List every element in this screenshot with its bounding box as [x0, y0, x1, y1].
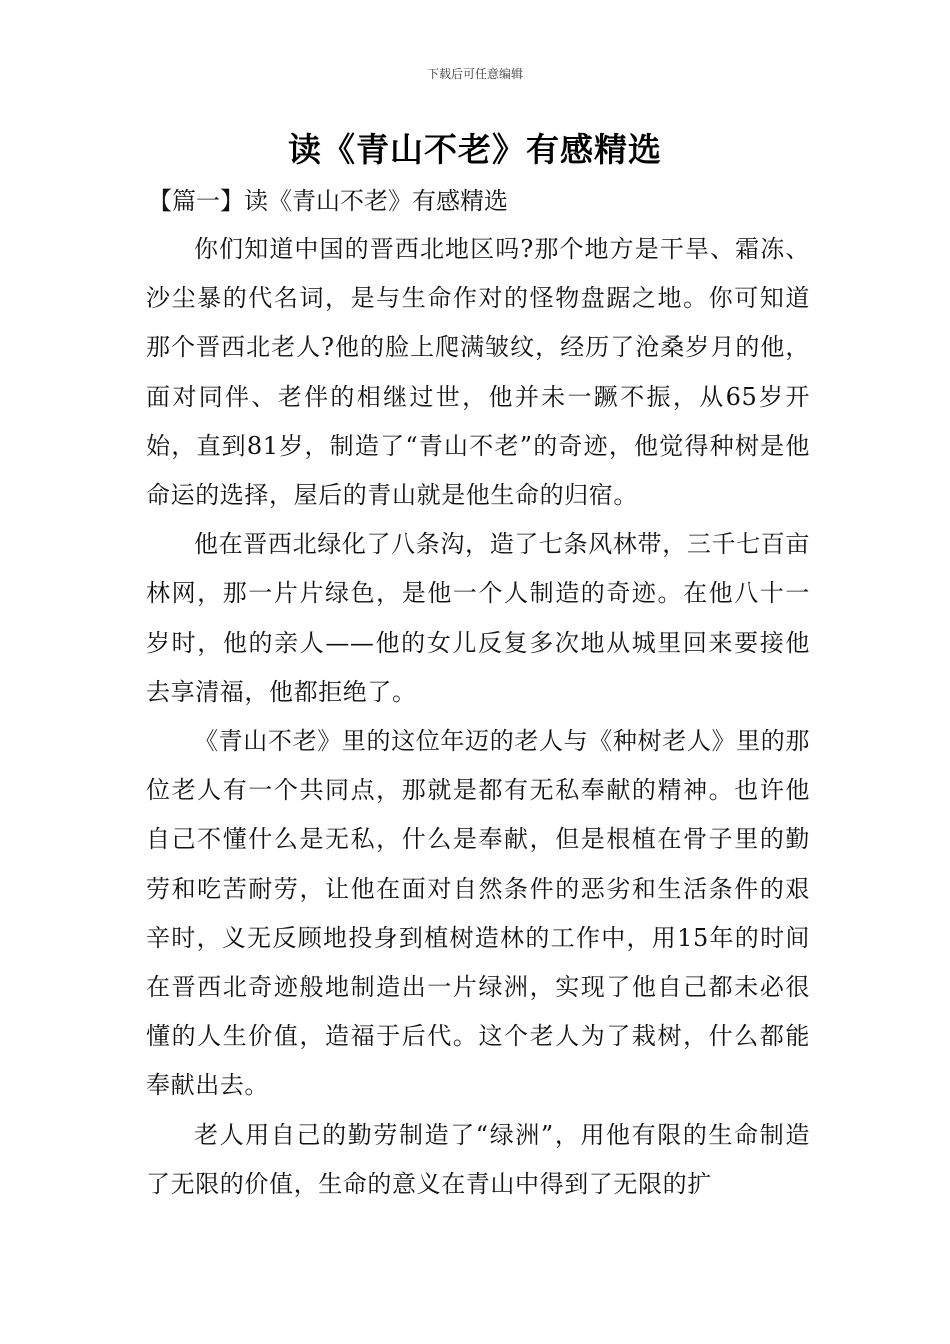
section-heading: 【篇一】读《青山不老》有感精选: [148, 187, 508, 215]
paragraph: 你们知道中国的晋西北地区吗?那个地方是干旱、霜冻、沙尘暴的代名词，是与生命作对的怪物盘踞之地。你可知道那个晋西北老人?他的脸上爬满皱纹，经历了沧桑岁月的他，面对同伴、老伴的相继过世，他并未一蹶不振，从65岁开始，直到81岁，制造了“青山不老”的奇迹，他觉得种树是他命运的选择，屋后的青山就是他生命的归宿。: [146, 235, 810, 510]
paragraph: 老人用自己的勤劳制造了“绿洲”，用他有限的生命制造了无限的价值，生命的意义在青山中得到了无限的扩: [146, 1120, 810, 1198]
body-text: [146, 225, 810, 1209]
paragraph: 他在晋西北绿化了八条沟，造了七条风林带，三千七百亩林网，那一片片绿色，是他一个人制造的奇迹。在他八十一岁时，他的亲人——他的女儿反复多次地从城里回来要接他去享清福，他都拒绝了。: [146, 530, 810, 706]
document-title: 读《青山不老》有感精选: [288, 130, 662, 169]
header-note: 下载后可任意编辑: [426, 67, 523, 81]
paragraph: 《青山不老》里的这位年迈的老人与《种树老人》里的那位老人有一个共同点，那就是都有无私奉献的精神。也许他自己不懂什么是无私，什么是奉献，但是根植在骨子里的勤劳和吃苦耐劳，让他在面对自然条件的恶劣和生活条件的艰辛时，义无反顾地投身到植树造林的工作中，用15年的时间在晋西北奇迹般地制造出一片绿洲，实现了他自己都未必很懂的人生价值，造福于后代。这个老人为了栽树，什么都能奉献出去。: [146, 727, 810, 1100]
